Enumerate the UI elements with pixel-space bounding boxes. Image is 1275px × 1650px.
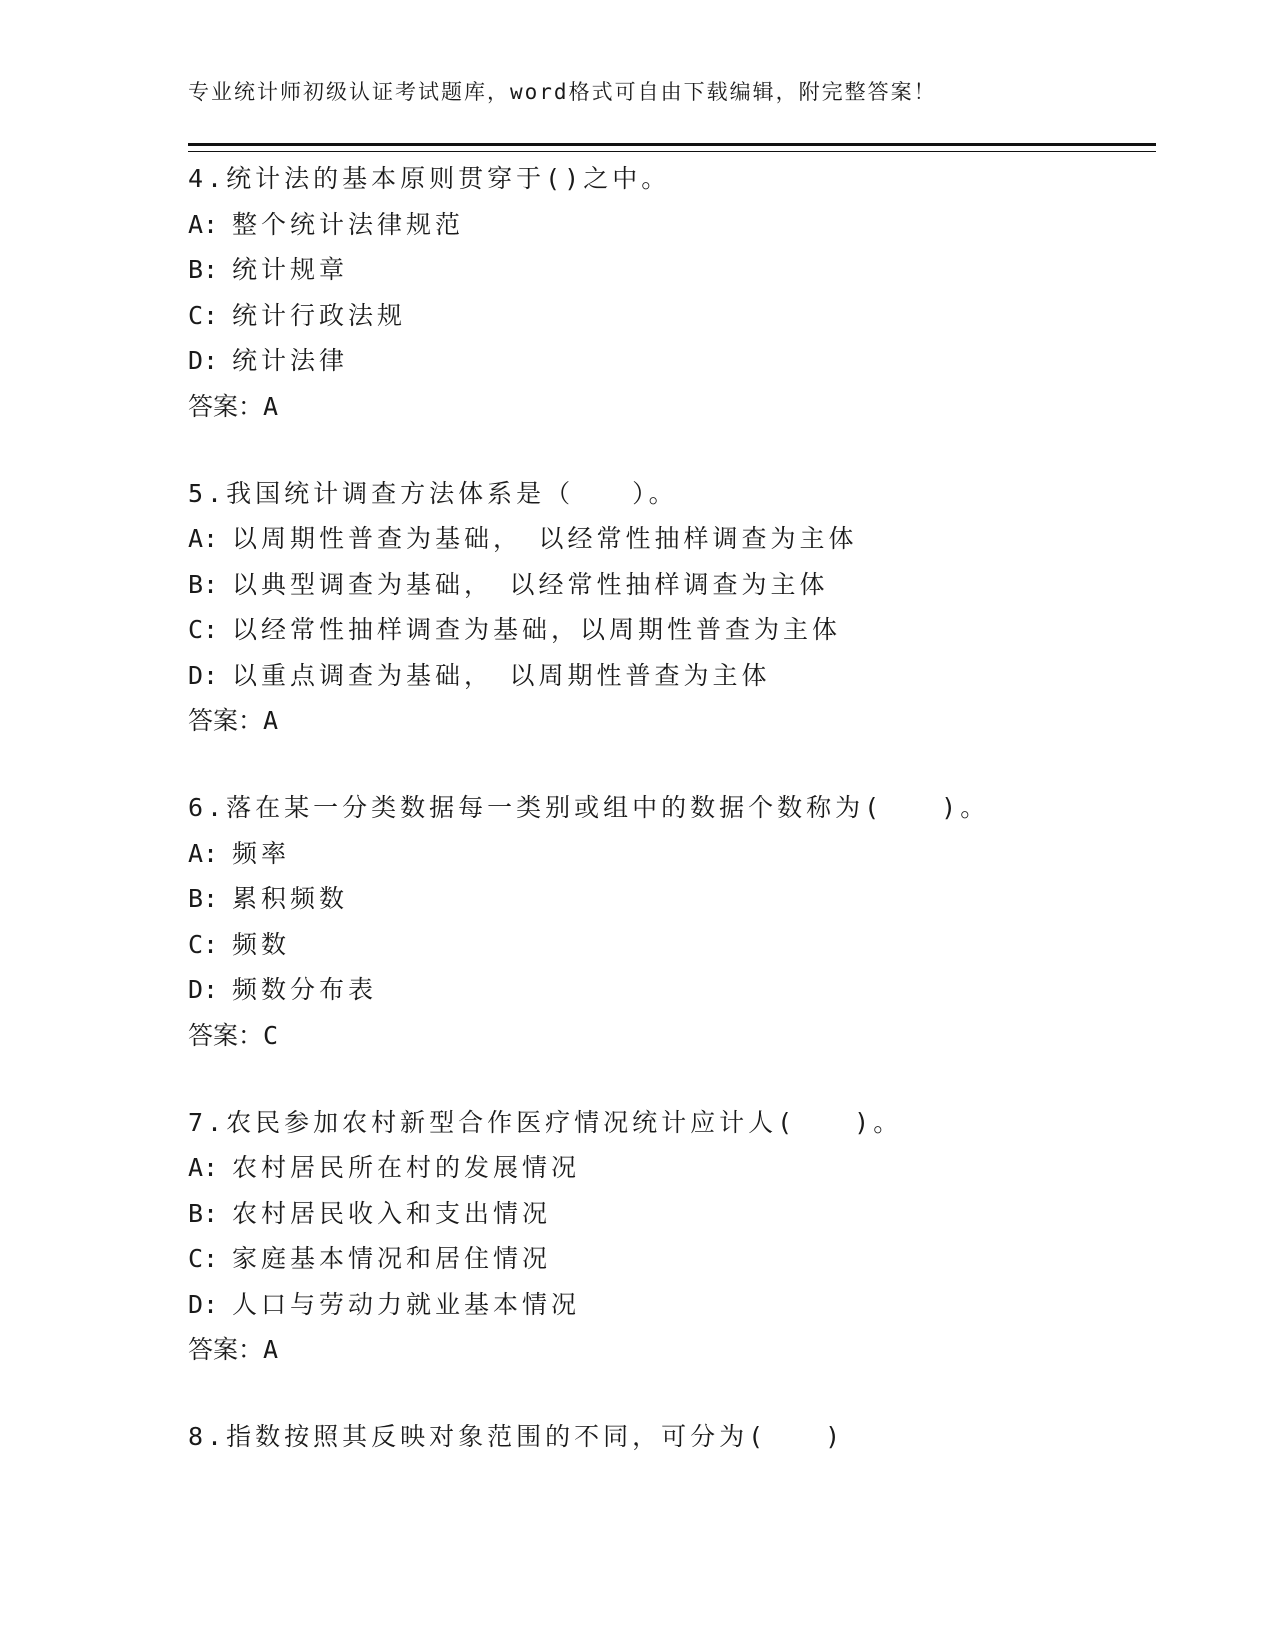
option-a xyxy=(188,831,1148,877)
question-6 xyxy=(188,785,1148,1059)
answer-label: 答案： xyxy=(188,706,264,735)
answer-line xyxy=(188,698,1148,744)
option-d xyxy=(188,1282,1148,1328)
option-key: C: xyxy=(188,300,219,330)
answer-label: 答案： xyxy=(188,1020,264,1050)
answer-line xyxy=(188,384,1148,430)
answer-value: A xyxy=(263,706,279,735)
option-text: 以经常性抽样调查为基础，以周期性普查为主体 xyxy=(232,615,842,644)
option-text: 以重点调查为基础， 以周期性普查为主体 xyxy=(232,660,771,690)
option-key: D: xyxy=(188,1289,219,1319)
option-text: 频数 xyxy=(232,929,291,959)
answer-label: 答案： xyxy=(188,391,264,421)
option-key: A: xyxy=(188,838,219,868)
option-key: D: xyxy=(188,975,219,1004)
option-text: 累积频数 xyxy=(232,884,349,913)
option-text: 整个统计法律规范 xyxy=(232,209,465,239)
answer-value: A xyxy=(263,1335,279,1364)
option-b xyxy=(188,876,1148,922)
option-key: D: xyxy=(188,660,219,690)
option-c xyxy=(188,1236,1148,1282)
option-text: 频数分布表 xyxy=(232,975,378,1004)
option-text: 人口与劳动力就业基本情况 xyxy=(232,1289,581,1319)
option-d xyxy=(188,967,1148,1013)
option-d xyxy=(188,338,1148,384)
question-stem: 8.指数按照其反映对象范围的不同，可分为( ) xyxy=(188,1422,845,1451)
option-c xyxy=(188,607,1148,653)
option-text: 频率 xyxy=(232,838,291,868)
option-d xyxy=(188,653,1148,699)
option-a xyxy=(188,202,1148,248)
option-a xyxy=(188,516,1148,562)
option-a xyxy=(188,1145,1148,1191)
option-c xyxy=(188,293,1148,339)
option-key: B: xyxy=(188,884,219,913)
option-key: A: xyxy=(188,209,219,239)
question-stem: 5.我国统计调查方法体系是（ ）。 xyxy=(188,478,678,508)
option-c xyxy=(188,922,1148,968)
question-stem: 4.统计法的基本原则贯穿于()之中。 xyxy=(188,164,671,193)
option-text: 以周期性普查为基础， 以经常性抽样调查为主体 xyxy=(232,524,858,553)
option-key: C: xyxy=(188,929,219,959)
option-text: 统计规章 xyxy=(232,255,349,284)
option-text: 农村居民收入和支出情况 xyxy=(232,1198,552,1228)
question-8 xyxy=(188,1414,1148,1460)
option-text: 以典型调查为基础， 以经常性抽样调查为主体 xyxy=(232,569,829,599)
option-text: 统计行政法规 xyxy=(232,300,407,330)
option-key: D: xyxy=(188,346,219,375)
option-key: C: xyxy=(188,1244,219,1273)
option-b xyxy=(188,562,1148,608)
answer-line xyxy=(188,1013,1148,1059)
page-header: 专业统计师初级认证考试题库，word格式可自由下载编辑，附完整答案！ xyxy=(188,80,937,104)
question-4 xyxy=(188,156,1148,430)
option-b xyxy=(188,247,1148,293)
header-rule-thick xyxy=(188,143,1156,146)
question-list xyxy=(188,156,1148,1501)
answer-value: A xyxy=(263,391,279,421)
question-7 xyxy=(188,1100,1148,1374)
option-text: 农村居民所在村的发展情况 xyxy=(232,1153,581,1182)
answer-value: C xyxy=(263,1020,279,1050)
option-b xyxy=(188,1191,1148,1237)
option-key: A: xyxy=(188,1153,219,1182)
question-stem: 6.落在某一分类数据每一类别或组中的数据个数称为( )。 xyxy=(188,793,990,822)
option-key: C: xyxy=(188,615,219,644)
option-text: 统计法律 xyxy=(232,346,349,375)
option-key: B: xyxy=(188,569,219,599)
answer-label: 答案： xyxy=(188,1335,264,1364)
option-key: A: xyxy=(188,524,219,553)
option-key: B: xyxy=(188,255,219,284)
option-key: B: xyxy=(188,1198,219,1228)
question-stem: 7.农民参加农村新型合作医疗情况统计应计人( )。 xyxy=(188,1107,903,1137)
answer-line xyxy=(188,1327,1148,1373)
option-text: 家庭基本情况和居住情况 xyxy=(232,1244,552,1273)
header-rule-thin xyxy=(188,151,1156,152)
question-5 xyxy=(188,471,1148,745)
